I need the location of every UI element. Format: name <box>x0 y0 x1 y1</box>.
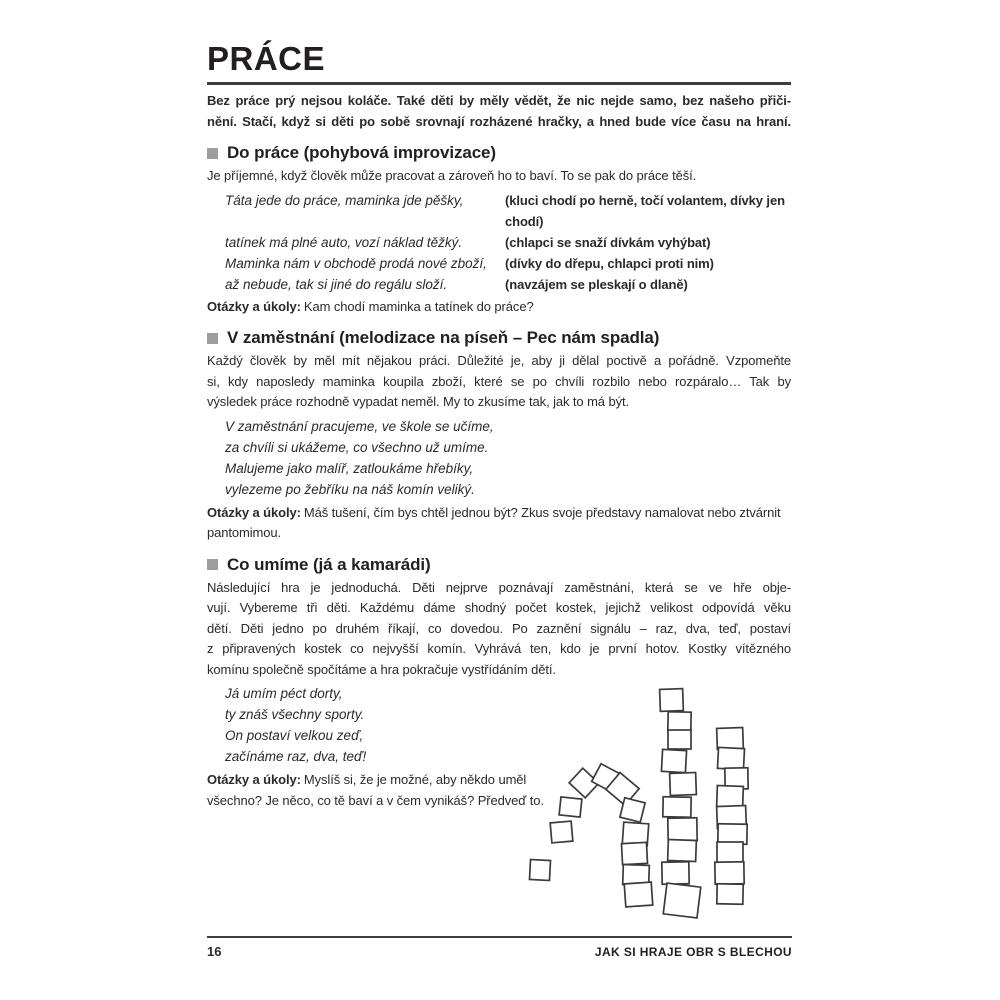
verse-line: Malujeme jako malíř, zatloukáme hřebíky, <box>225 460 474 476</box>
section-heading-co-umime <box>207 554 791 575</box>
verse-line: Maminka nám v obchodě prodá nové zboží, <box>225 255 487 271</box>
verse-row <box>225 274 791 295</box>
title-rule <box>207 82 791 85</box>
running-title: JAK SI HRAJE OBR S BLECHOU <box>594 945 792 959</box>
intro-paragraph <box>207 91 791 132</box>
footer-row <box>207 944 792 959</box>
body-line: výsledek práce rozhodně vypadat neměl. My to zkusíme tak, jak to má být. <box>207 394 629 409</box>
section-body <box>207 578 791 681</box>
qa-label: Otázky a úkoly: <box>207 298 301 314</box>
body-line: vují. Vybereme tři děti. Každému dáme shodný počet kostek, jejichž velikost odpovídá věku <box>207 600 791 615</box>
intro-line: nění. Stačí, když si děti po sobě srovnají rozházené hračky, a hned bude více času na hraní. <box>207 113 791 129</box>
verse-line: ty znáš všechny sporty. <box>225 707 365 722</box>
body-line: z připravených kostek co nejvyšší komín. Vyhrává ten, kdo je první hotov. Kostky vítězného <box>207 641 791 656</box>
questions-tasks <box>207 770 547 811</box>
qa-text: Máš tušení, čím bys chtěl jednou být? Zkus svoje představy namalovat nebo ztvárnit pantomimou. <box>207 504 781 540</box>
section-body <box>207 351 791 413</box>
section-heading-label: Co umíme (já a kamarádi) <box>227 554 431 574</box>
square-bullet-icon <box>207 148 218 159</box>
block-squares <box>529 689 748 918</box>
verse-line: až nebude, tak si jiné do regálu složí. <box>225 276 448 292</box>
square-bullet-icon <box>207 559 218 570</box>
verse-action: (kluci chodí po herně, točí volantem, dívky jen chodí) <box>505 192 785 229</box>
verse-line: začínáme raz, dva, teď! <box>225 749 367 764</box>
verse-line: V zaměstnání pracujeme, ve škole se učíme, <box>225 418 494 434</box>
body-line: dětí. Děti jedno po druhém říkají, co dovedou. Po zaznění signálu – raz, dva, teď, postaví <box>207 620 791 636</box>
verse-line: za chvíli si ukážeme, co všechno už umíme. <box>225 439 489 455</box>
verse-row <box>225 232 791 253</box>
block-towers-illustration <box>524 679 768 923</box>
verse-line: Já umím péct dorty, <box>225 686 343 701</box>
verse-block <box>225 416 791 500</box>
questions-tasks <box>207 297 791 318</box>
body-line: komínu společně spočítáme a hra pokračuje vystřídáním dětí. <box>207 661 556 677</box>
verse-action: (dívky do dřepu, chlapci proti nim) <box>505 255 714 271</box>
section-heading-do-prace <box>207 142 791 163</box>
verse-line: vylezeme po žebříku na náš komín veliký. <box>225 481 475 497</box>
section-heading-label: Do práce (pohybová improvizace) <box>227 143 496 162</box>
verse-line: On postaví velkou zeď, <box>225 728 364 743</box>
page-footer <box>207 936 792 959</box>
verse-action: (navzájem se pleskají o dlaně) <box>505 276 688 292</box>
questions-tasks <box>207 503 791 544</box>
qa-label: Otázky a úkoly: <box>207 772 301 787</box>
square-bullet-icon <box>207 333 218 344</box>
qa-label: Otázky a úkoly: <box>207 504 301 520</box>
page-number: 16 <box>207 944 222 959</box>
footer-rule <box>207 936 792 938</box>
verse-line: tatínek má plné auto, vozí náklad těžký. <box>225 234 463 250</box>
verse-action: (chlapci se snaží dívkám vyhýbat) <box>505 234 711 250</box>
body-line: si, kdy naposledy maminka koupila zboží, které se po chvíli rozbilo nebo rozpáralo… Tak by <box>207 373 791 389</box>
verse-line: Táta jede do práce, maminka jde pěšky, <box>225 192 464 208</box>
qa-text: Myslíš si, že je možné, aby někdo uměl všechno? Je něco, co tě baví a v čem vynikáš? Předveď to. <box>207 772 544 808</box>
intro-line: Bez práce prý nejsou koláče. Také děti by měly vědět, že nic nejde samo, bez našeho přiči- <box>207 93 791 108</box>
verse-row <box>225 253 791 274</box>
qa-text: Kam chodí maminka a tatínek do práce? <box>303 298 534 314</box>
body-line: Každý člověk by měl mít nějakou práci. Důležité je, aby ji dělal poctivě a pořádně. Vzpomeňte <box>207 353 791 368</box>
body-line: Následující hra je jednoduchá. Děti nejprve poznávají zaměstnání, která se ve hře obje- <box>207 579 791 595</box>
page-title: PRÁCE <box>207 40 326 77</box>
verse-row <box>225 190 791 232</box>
section-heading-v-zamestnani <box>207 327 791 348</box>
body-line: Je příjemné, když člověk může pracovat a zároveň ho to baví. To se pak do práce těší. <box>207 168 697 183</box>
verse-action-table <box>207 190 791 295</box>
section-body <box>207 166 791 187</box>
section-heading-label: V zaměstnání (melodizace na píseň – Pec nám spadla) <box>227 328 660 347</box>
